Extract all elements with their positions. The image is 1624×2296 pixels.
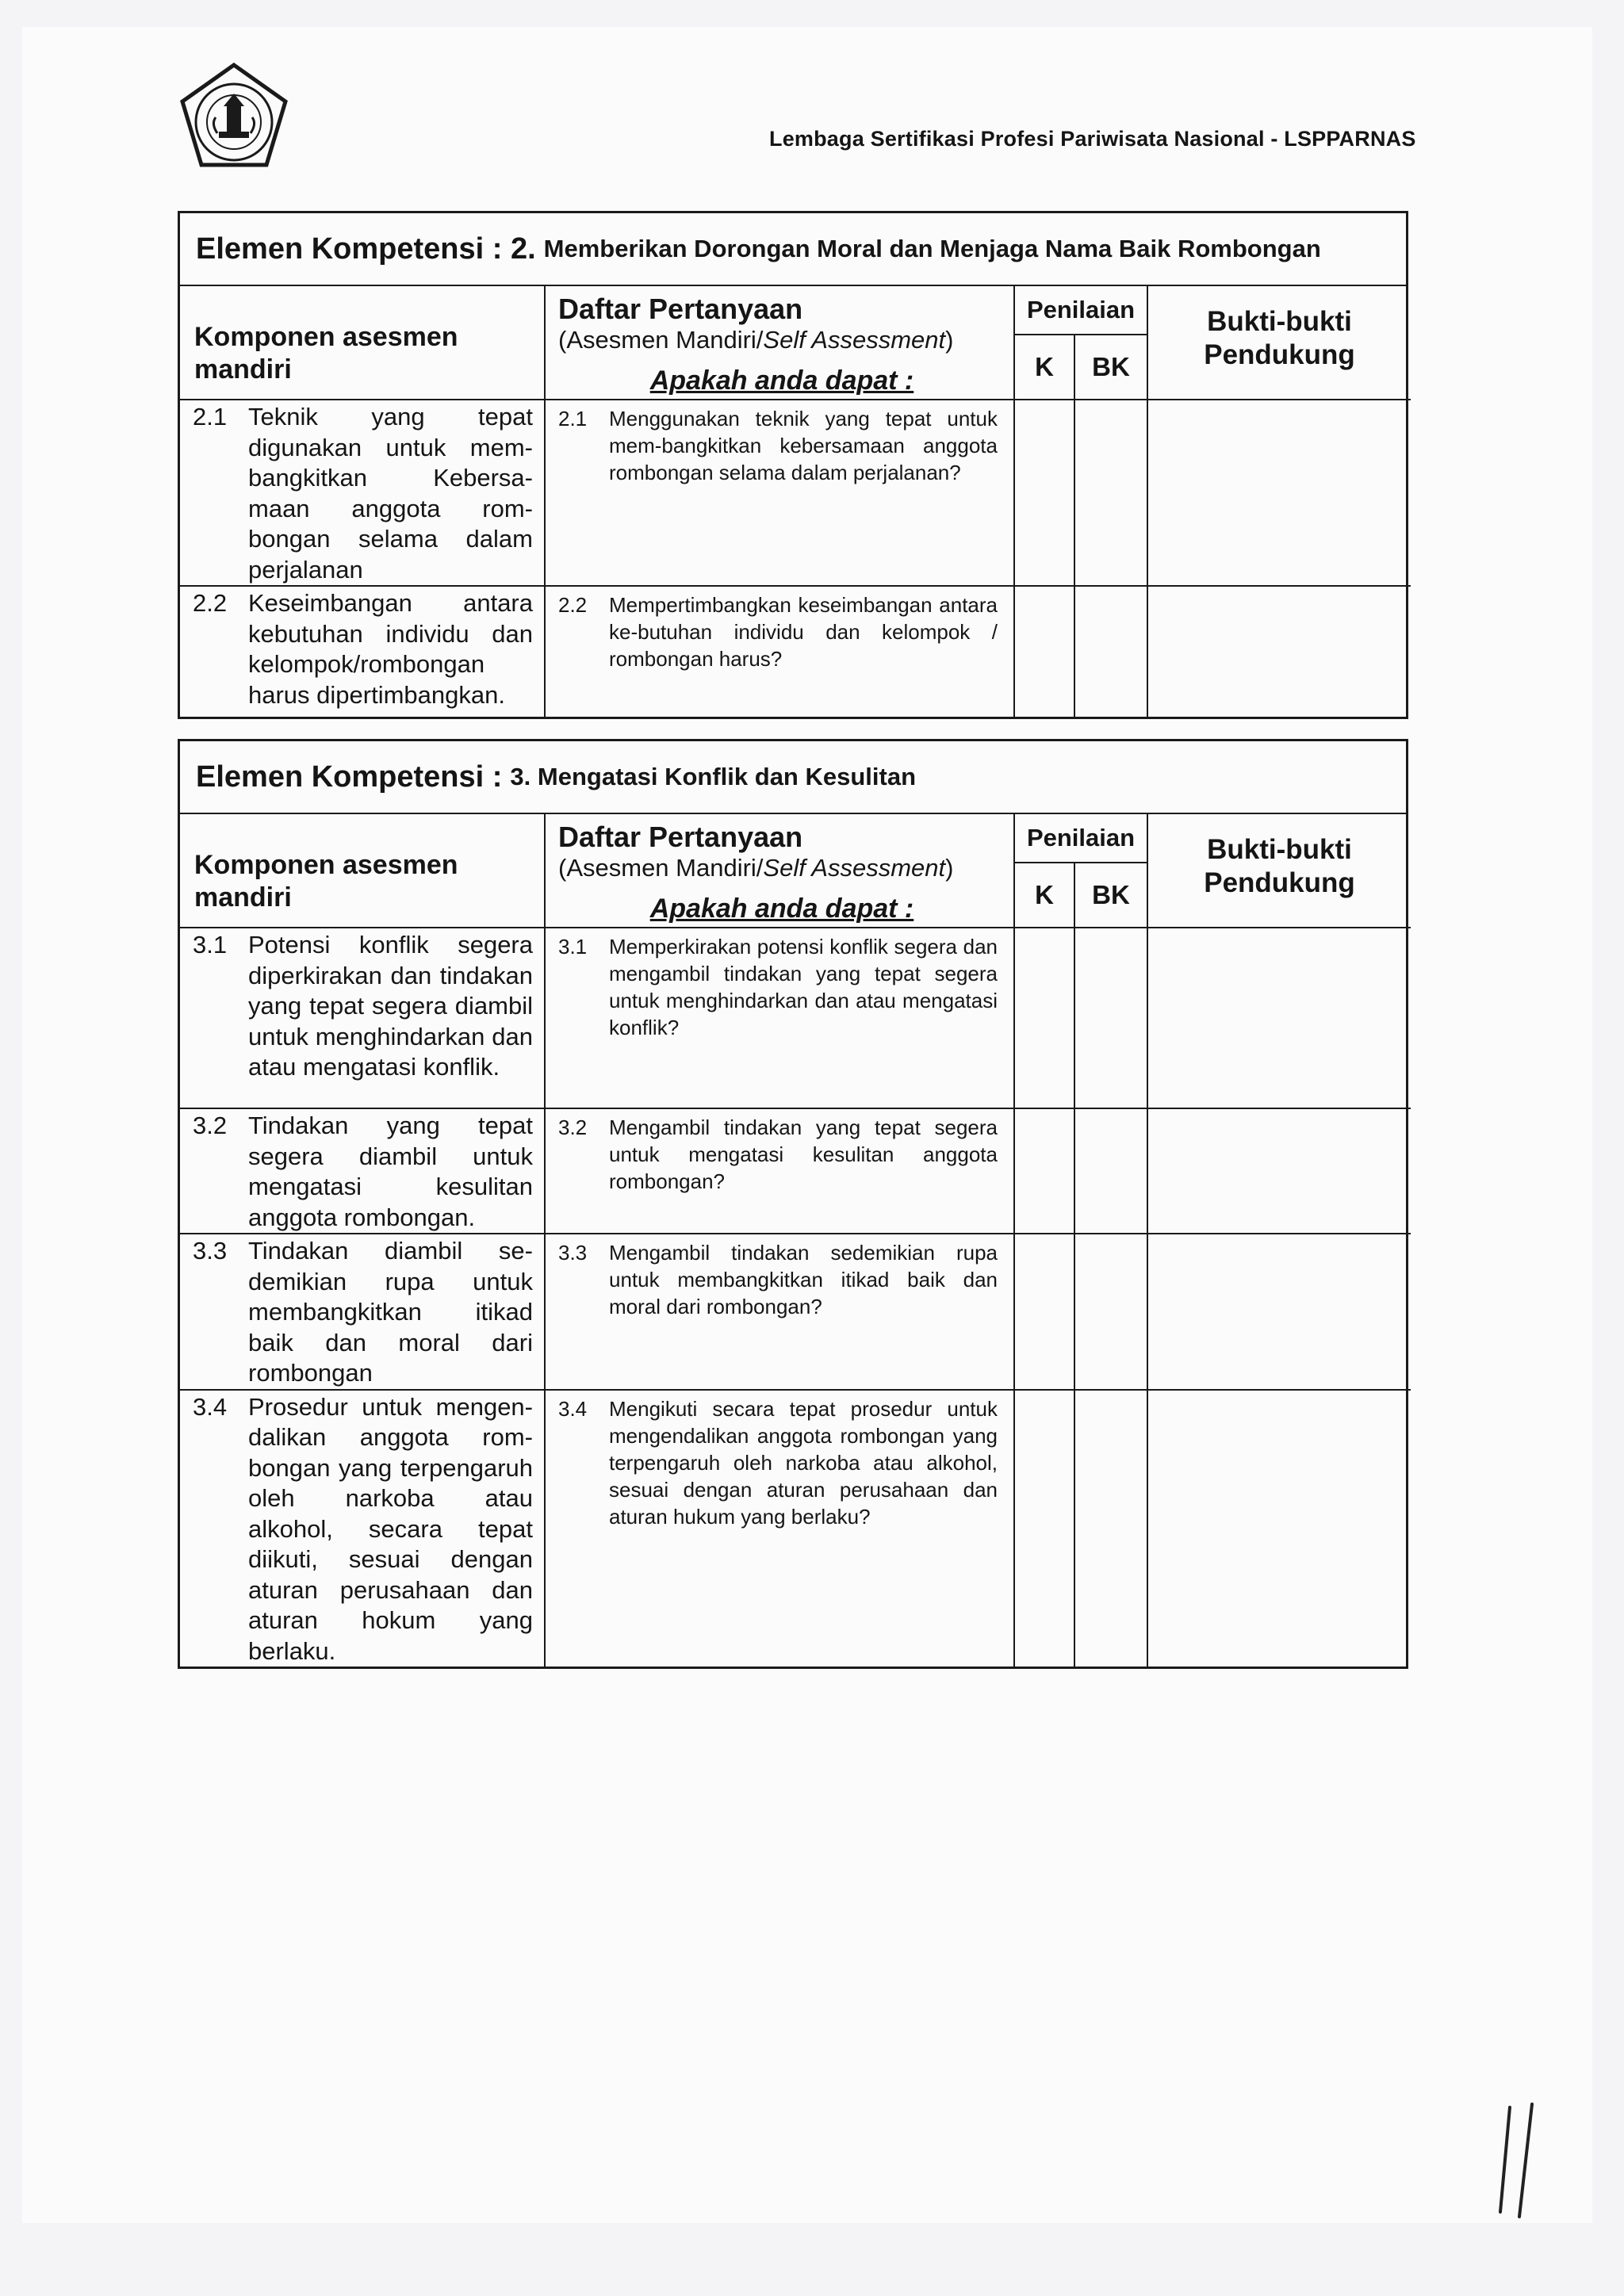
- subtitle-end: ): [945, 854, 954, 882]
- bk-cell[interactable]: [1074, 928, 1147, 1108]
- header-assessment: Penilaian: [1014, 814, 1147, 863]
- question-number: 3.4: [558, 1396, 588, 1421]
- assessment-table: [180, 814, 1411, 1667]
- k-cell[interactable]: [1014, 586, 1074, 717]
- k-cell[interactable]: [1014, 400, 1074, 586]
- bk-cell[interactable]: [1074, 586, 1147, 717]
- table-row: [180, 586, 1411, 717]
- component-number: 3.1: [193, 931, 228, 959]
- element-name: 3. Mengatasi Konflik dan Kesulitan: [510, 763, 917, 790]
- organization-header: Lembaga Sertifikasi Profesi Pariwisata Nasional - LSPPARNAS: [769, 127, 1416, 151]
- assessment-table: [180, 286, 1411, 717]
- component-text: Tindakan yang tepat segera diambil untuk mengatasi kesulitan anggota rombongan.: [248, 1112, 533, 1231]
- component-number: 3.4: [193, 1392, 228, 1421]
- bk-cell[interactable]: [1074, 400, 1147, 586]
- component-text: Tindakan diambil se-demikian rupa untuk membangkitkan itikad baik dan moral dari rombongan: [248, 1237, 533, 1387]
- element-title: [180, 741, 1406, 814]
- header-questions-subtitle: [558, 853, 1005, 882]
- evidence-cell[interactable]: [1147, 1234, 1411, 1390]
- component-number: 2.1: [193, 403, 228, 430]
- bk-cell[interactable]: [1074, 1234, 1147, 1390]
- k-cell[interactable]: [1014, 928, 1074, 1108]
- header-questions: [545, 814, 1014, 928]
- table-row: [180, 1390, 1411, 1667]
- component-text: Keseimbangan antara kebutuhan individu dan kelompok/rombongan harus dipertimbangkan.: [248, 589, 533, 709]
- component-number: 2.2: [193, 589, 228, 617]
- bk-cell[interactable]: [1074, 1108, 1147, 1234]
- competency-element-2: [178, 211, 1408, 719]
- table-row: [180, 928, 1411, 1108]
- component-text: Prosedur untuk mengen-dalikan anggota rom-bongan yang terpengaruh oleh narkoba atau alkohol, secara tepat diikuti, sesuai dengan aturan perusahaan dan aturan hokum yang berlaku.: [248, 1392, 533, 1665]
- header-evidence: Bukti-bukti Pendukung: [1147, 286, 1411, 400]
- question-number: 3.1: [558, 935, 588, 959]
- element-label: Elemen Kompetensi :: [196, 760, 503, 794]
- subtitle-plain: (Asesmen Mandiri/: [558, 854, 764, 882]
- evidence-cell[interactable]: [1147, 928, 1411, 1108]
- question-text: Mengambil tindakan yang tepat segera untuk mengatasi kesulitan anggota rombongan?: [609, 1115, 998, 1193]
- component-text: Potensi konflik segera diperkirakan dan tindakan yang tepat segera diambil untuk menghindarkan dan atau mengatasi konflik.: [248, 931, 533, 1081]
- table-row: [180, 400, 1411, 586]
- subtitle-italic: Self Assessment: [763, 326, 946, 354]
- bk-cell[interactable]: [1074, 1390, 1147, 1667]
- question-number: 3.2: [558, 1115, 588, 1139]
- element-name: Memberikan Dorongan Moral dan Menjaga Nama Baik Rombongan: [543, 235, 1321, 262]
- subtitle-italic: Self Assessment: [763, 854, 946, 882]
- header-questions-prompt: Apakah anda dapat :: [649, 365, 914, 396]
- header-bk: BK: [1074, 863, 1147, 928]
- subtitle-plain: (Asesmen Mandiri/: [558, 326, 764, 354]
- k-cell[interactable]: [1014, 1390, 1074, 1667]
- question-text: Mengambil tindakan sedemikian rupa untuk membangkitkan itikad baik dan moral dari rombongan?: [609, 1241, 998, 1318]
- header-component: Komponen asesmen mandiri: [180, 814, 545, 928]
- header-k: K: [1014, 335, 1074, 400]
- header-bk: BK: [1074, 335, 1147, 400]
- component-text: Teknik yang tepat digunakan untuk mem-bangkitkan Kebersa-maan anggota rom-bongan selama dalam perjalanan: [248, 403, 533, 584]
- question-text: Menggunakan teknik yang tepat untuk mem-bangkitkan kebersamaan anggota rombongan selama dalam perjalanan?: [609, 407, 998, 484]
- evidence-cell[interactable]: [1147, 1390, 1411, 1667]
- header-questions-subtitle: [558, 325, 1005, 354]
- question-text: Memperkirakan potensi konflik segera dan mengambil tindakan yang tepat segera untuk menghindarkan dan atau mengatasi konflik?: [609, 935, 998, 1039]
- evidence-cell[interactable]: [1147, 1108, 1411, 1234]
- header-questions-title: Daftar Pertanyaan: [558, 821, 803, 853]
- table-row: [180, 1234, 1411, 1390]
- header-k: K: [1014, 863, 1074, 928]
- component-number: 3.3: [193, 1237, 228, 1265]
- question-number: 2.2: [558, 593, 588, 617]
- header-questions: [545, 286, 1014, 400]
- header-assessment: Penilaian: [1014, 286, 1147, 335]
- handwritten-mark-icon: [1492, 2101, 1540, 2220]
- component-number: 3.2: [193, 1112, 228, 1139]
- question-number: 2.1: [558, 407, 588, 430]
- question-text: Mempertimbangkan keseimbangan antara ke-butuhan individu dan kelompok / rombongan harus?: [609, 593, 998, 671]
- header-component: Komponen asesmen mandiri: [180, 286, 545, 400]
- k-cell[interactable]: [1014, 1108, 1074, 1234]
- table-row: [180, 1108, 1411, 1234]
- header-questions-title: Daftar Pertanyaan: [558, 293, 803, 325]
- element-label: Elemen Kompetensi : 2.: [196, 232, 536, 266]
- lsp-emblem-seal-icon: [176, 62, 292, 178]
- header-questions-prompt: Apakah anda dapat :: [649, 893, 914, 924]
- k-cell[interactable]: [1014, 1234, 1074, 1390]
- evidence-cell[interactable]: [1147, 400, 1411, 586]
- question-number: 3.3: [558, 1241, 588, 1265]
- evidence-cell[interactable]: [1147, 586, 1411, 717]
- subtitle-end: ): [945, 326, 954, 354]
- competency-element-3: [178, 739, 1408, 1669]
- element-title: [180, 213, 1406, 286]
- question-text: Mengikuti secara tepat prosedur untuk mengendalikan anggota rombongan yang terpengaruh oleh narkoba atau alkohol, sesuai dengan aturan perusahaan dan aturan hukum yang berlaku?: [609, 1396, 998, 1529]
- header-evidence: Bukti-bukti Pendukung: [1147, 814, 1411, 928]
